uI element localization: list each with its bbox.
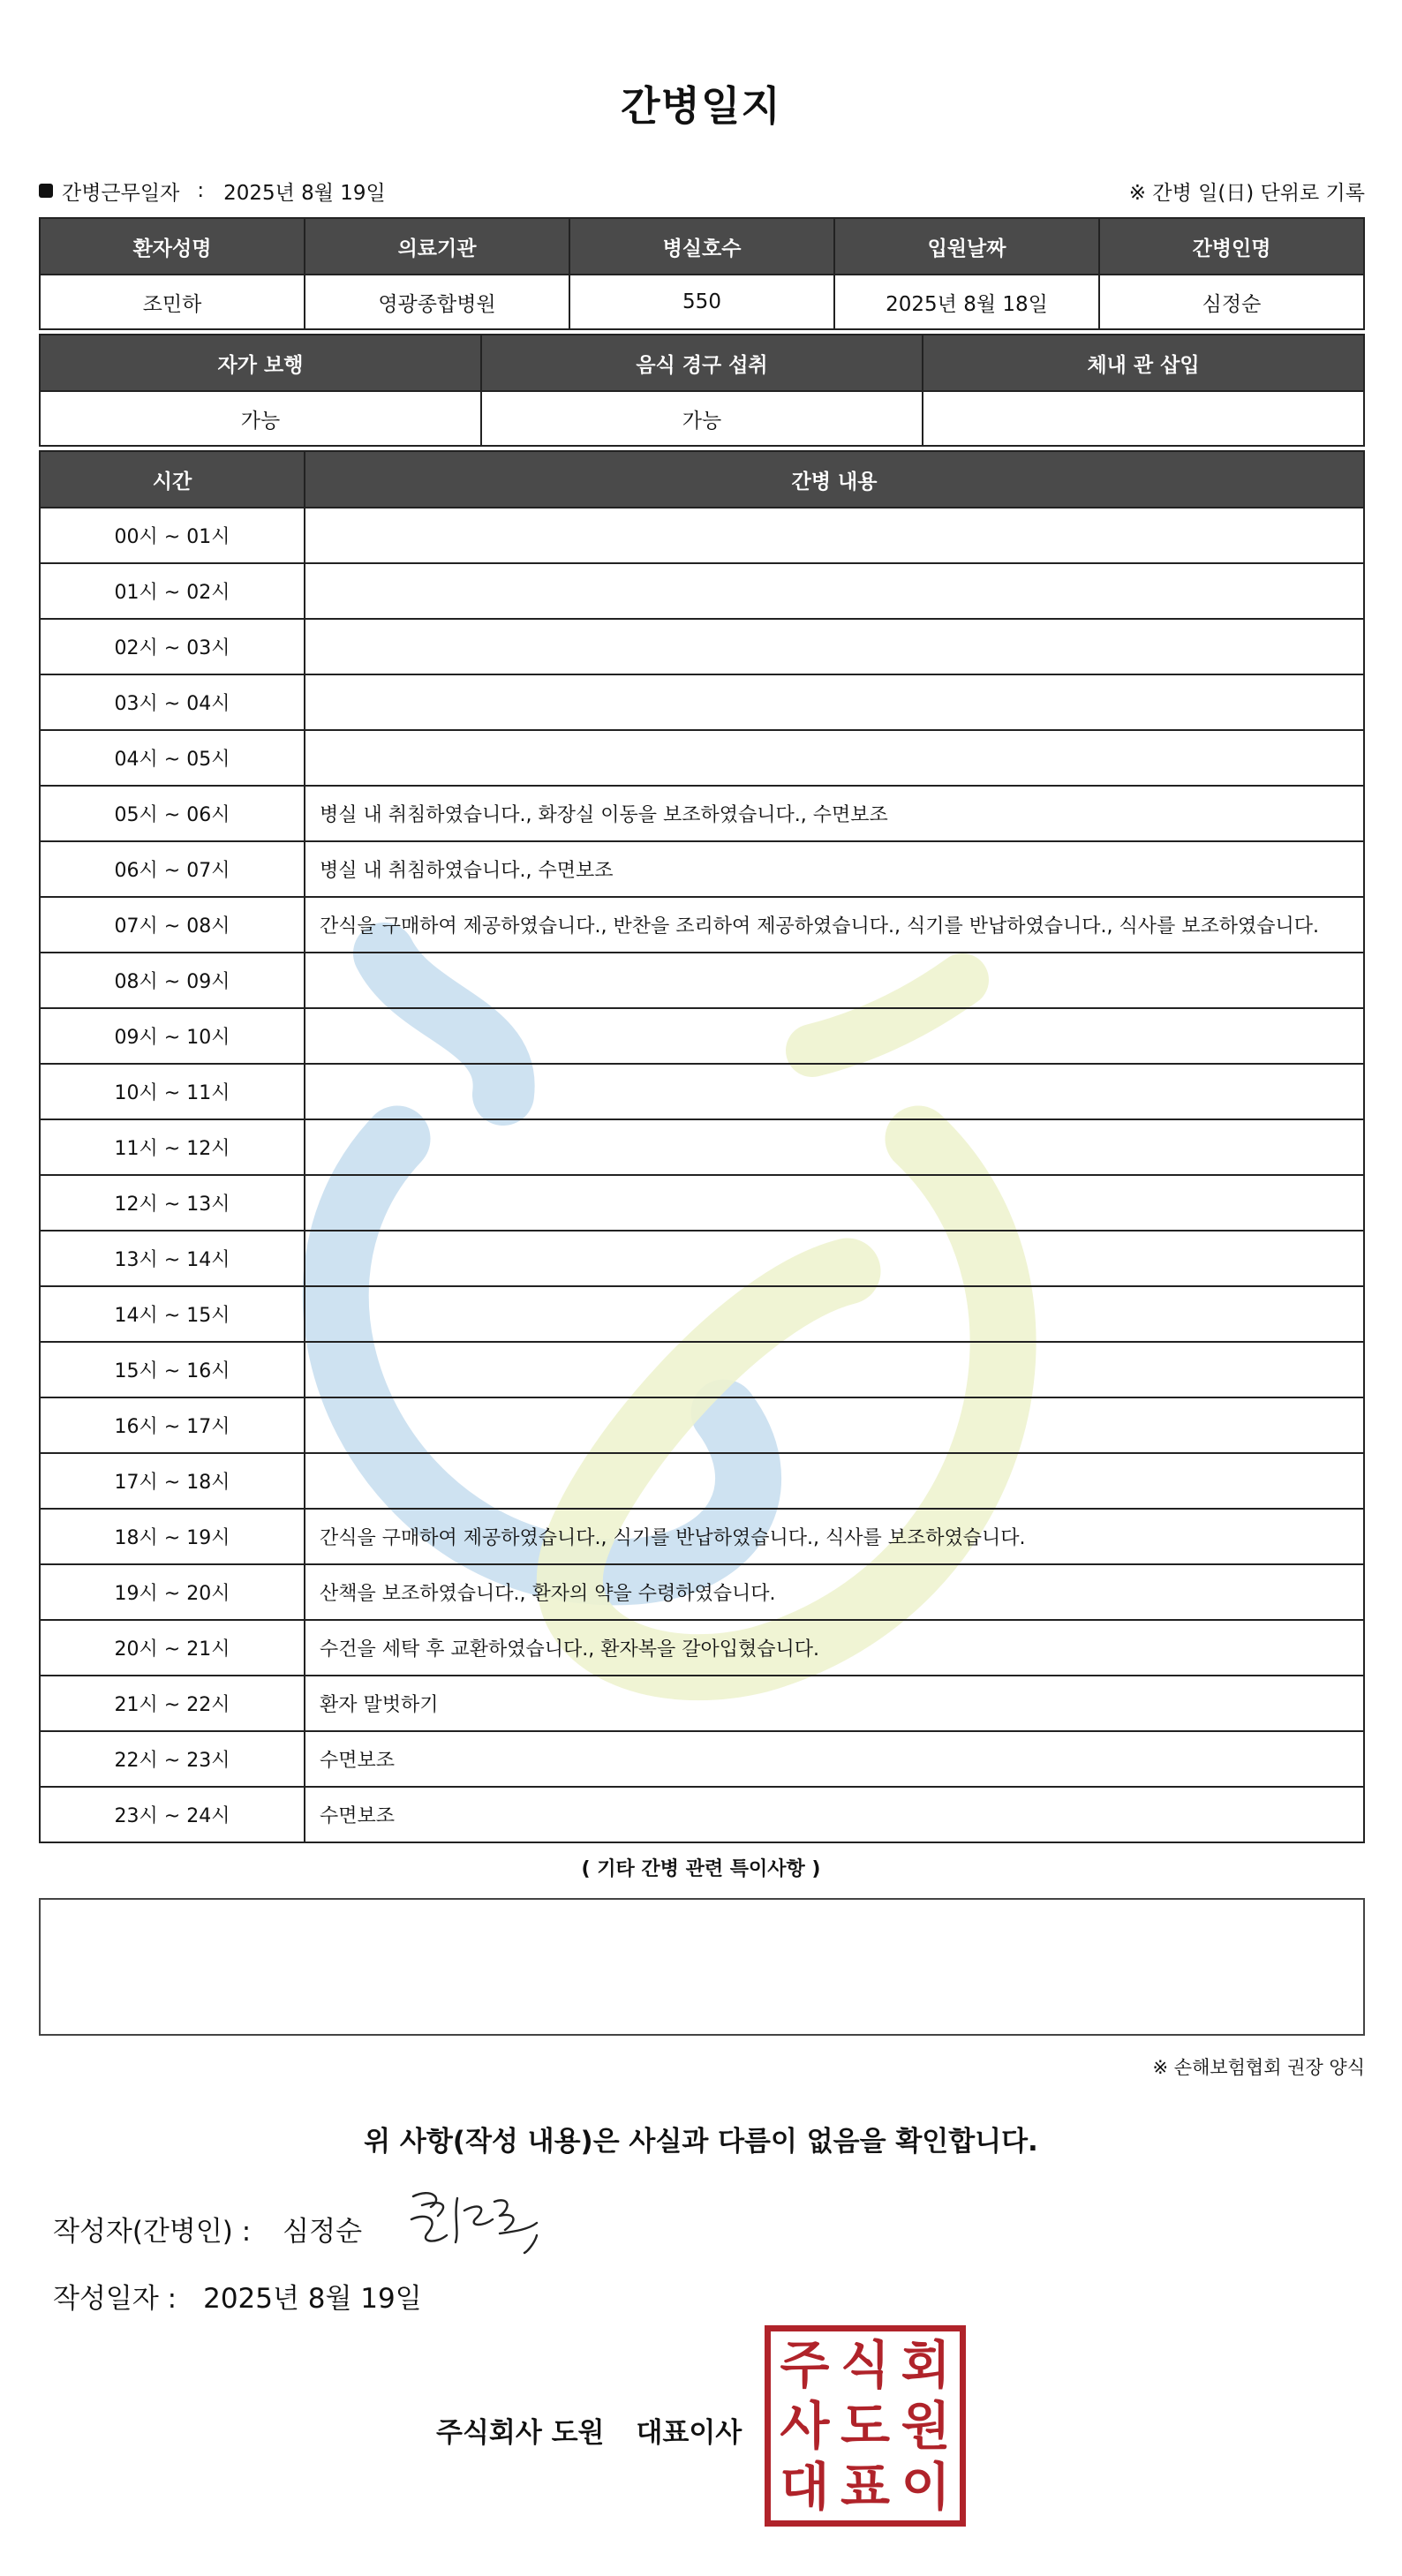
- care-content-cell: [305, 1453, 1364, 1509]
- time-slot-cell: 11시 ~ 12시: [40, 1119, 305, 1175]
- patient-name-value: 조민하: [40, 275, 305, 329]
- care-log-table: [39, 450, 1365, 1843]
- care-content-cell: 병실 내 취침하였습니다., 수면보조: [305, 841, 1364, 897]
- company-seal-stamp: [765, 2325, 966, 2527]
- seal-character: 원: [901, 2395, 951, 2456]
- header-admission-date: 입원날짜: [834, 218, 1099, 275]
- care-content-cell: [305, 1342, 1364, 1397]
- seal-character: 표: [840, 2456, 890, 2517]
- time-slot-cell: 19시 ~ 20시: [40, 1564, 305, 1620]
- table-row: [40, 1509, 1364, 1564]
- care-content-cell: [305, 953, 1364, 1008]
- tube-insertion-value: [923, 391, 1364, 446]
- seal-character: 회: [901, 2335, 951, 2396]
- time-slot-cell: 04시 ~ 05시: [40, 730, 305, 786]
- ceo-title: 대표이사: [636, 2417, 742, 2449]
- care-content-cell: [305, 1286, 1364, 1342]
- table-row: [40, 619, 1364, 674]
- patient-info-table: [39, 217, 1365, 330]
- write-date-row: [53, 2276, 422, 2316]
- time-slot-cell: 13시 ~ 14시: [40, 1231, 305, 1286]
- seal-character: 도: [840, 2395, 890, 2456]
- time-slot-cell: 07시 ~ 08시: [40, 897, 305, 953]
- table-row: [40, 1175, 1364, 1231]
- table-row: [40, 841, 1364, 897]
- caregiver-name-value: 심정순: [1099, 275, 1364, 329]
- work-date-colon: :: [197, 179, 205, 202]
- seal-character: 식: [840, 2335, 890, 2396]
- write-date-value: 2025년 8월 19일: [203, 2283, 422, 2315]
- header-time: 시간: [40, 451, 305, 508]
- care-content-cell: [305, 1175, 1364, 1231]
- table-row: [40, 1731, 1364, 1787]
- form-source-note: ※ 손해보험협회 권장 양식: [1152, 2057, 1365, 2078]
- care-content-cell: [305, 1008, 1364, 1064]
- time-slot-cell: 09시 ~ 10시: [40, 1008, 305, 1064]
- table-row: [40, 1064, 1364, 1119]
- care-content-cell: 수면보조: [305, 1731, 1364, 1787]
- time-slot-cell: 03시 ~ 04시: [40, 674, 305, 730]
- table-row: [40, 563, 1364, 619]
- page-title: 간병일지: [621, 82, 781, 130]
- time-slot-cell: 08시 ~ 09시: [40, 953, 305, 1008]
- care-content-cell: 간식을 구매하여 제공하였습니다., 식기를 반납하였습니다., 식사를 보조하였습니다.: [305, 1509, 1364, 1564]
- table-row: [40, 1453, 1364, 1509]
- care-content-cell: 간식을 구매하여 제공하였습니다., 반찬을 조리하여 제공하였습니다., 식기를 반납하였습니다., 식사를 보조하였습니다.: [305, 897, 1364, 953]
- table-row: [40, 730, 1364, 786]
- work-date-value: 2025년 8월 19일: [223, 181, 386, 205]
- table-row: [40, 1119, 1364, 1175]
- time-slot-cell: 15시 ~ 16시: [40, 1342, 305, 1397]
- time-slot-cell: 21시 ~ 22시: [40, 1676, 305, 1731]
- table-row: [40, 953, 1364, 1008]
- time-slot-cell: 20시 ~ 21시: [40, 1620, 305, 1676]
- care-content-cell: [305, 508, 1364, 563]
- header-care-content: 간병 내용: [305, 451, 1364, 508]
- header-tube-insertion: 체내 관 삽입: [923, 335, 1364, 391]
- table-row: [40, 1342, 1364, 1397]
- writer-name: 심정순: [283, 2216, 363, 2248]
- bullet-icon: [39, 184, 53, 198]
- table-row: [40, 1397, 1364, 1453]
- time-slot-cell: 14시 ~ 15시: [40, 1286, 305, 1342]
- time-slot-cell: 05시 ~ 06시: [40, 786, 305, 841]
- care-content-cell: [305, 1064, 1364, 1119]
- table-row: [40, 1787, 1364, 1842]
- header-hospital: 의료기관: [305, 218, 569, 275]
- daily-record-note: ※ 간병 일(日) 단위로 기록: [1128, 181, 1365, 205]
- time-slot-cell: 00시 ~ 01시: [40, 508, 305, 563]
- remarks-title: ( 기타 간병 관련 특이사항 ): [581, 1858, 821, 1880]
- table-row: [40, 897, 1364, 953]
- seal-character: 대: [780, 2456, 830, 2517]
- table-row: [40, 1564, 1364, 1620]
- time-slot-cell: 17시 ~ 18시: [40, 1453, 305, 1509]
- write-date-label: 작성일자 :: [53, 2283, 177, 2315]
- care-content-cell: 수면보조: [305, 1787, 1364, 1842]
- company-signature-line: [436, 2410, 742, 2450]
- remarks-box: [39, 1898, 1365, 2036]
- seal-character: 이: [901, 2456, 951, 2517]
- time-slot-cell: 22시 ~ 23시: [40, 1731, 305, 1787]
- table-row: [40, 1620, 1364, 1676]
- table-row: [40, 1676, 1364, 1731]
- confirmation-statement: 위 사항(작성 내용)은 사실과 다름이 없음을 확인합니다.: [364, 2126, 1038, 2158]
- writer-label: 작성자(간병인) :: [53, 2216, 252, 2248]
- patient-status-table: [39, 334, 1365, 447]
- care-content-cell: [305, 730, 1364, 786]
- time-slot-cell: 06시 ~ 07시: [40, 841, 305, 897]
- care-content-cell: [305, 563, 1364, 619]
- oral-intake-value: 가능: [481, 391, 923, 446]
- company-name: 주식회사 도원: [436, 2417, 605, 2449]
- header-patient-name: 환자성명: [40, 218, 305, 275]
- care-content-cell: 환자 말벗하기: [305, 1676, 1364, 1731]
- care-content-cell: [305, 674, 1364, 730]
- time-slot-cell: 16시 ~ 17시: [40, 1397, 305, 1453]
- care-content-cell: [305, 1119, 1364, 1175]
- header-room-number: 병실호수: [569, 218, 834, 275]
- care-content-cell: 수건을 세탁 후 교환하였습니다., 환자복을 갈아입혔습니다.: [305, 1620, 1364, 1676]
- table-row: [40, 1286, 1364, 1342]
- header-caregiver-name: 간병인명: [1099, 218, 1364, 275]
- self-walking-value: 가능: [40, 391, 481, 446]
- writer-row: [53, 2209, 362, 2248]
- time-slot-cell: 01시 ~ 02시: [40, 563, 305, 619]
- table-row: [40, 508, 1364, 563]
- header-self-walking: 자가 보행: [40, 335, 481, 391]
- table-row: [40, 674, 1364, 730]
- table-row: [40, 1008, 1364, 1064]
- seal-character: 사: [780, 2395, 830, 2456]
- time-slot-cell: 12시 ~ 13시: [40, 1175, 305, 1231]
- time-slot-cell: 02시 ~ 03시: [40, 619, 305, 674]
- time-slot-cell: 23시 ~ 24시: [40, 1787, 305, 1842]
- work-date-label: 간병근무일자: [62, 181, 180, 205]
- table-row: [40, 1231, 1364, 1286]
- care-content-cell: 산책을 보조하였습니다., 환자의 약을 수령하였습니다.: [305, 1564, 1364, 1620]
- care-content-cell: [305, 1397, 1364, 1453]
- seal-character: 주: [780, 2335, 830, 2396]
- care-content-cell: [305, 1231, 1364, 1286]
- header-oral-intake: 음식 경구 섭취: [481, 335, 923, 391]
- handwritten-signature: [396, 2181, 554, 2262]
- care-content-cell: 병실 내 취침하였습니다., 화장실 이동을 보조하였습니다., 수면보조: [305, 786, 1364, 841]
- work-date-row: [39, 173, 1365, 208]
- care-content-cell: [305, 619, 1364, 674]
- care-log-rows: [40, 508, 1364, 1842]
- time-slot-cell: 18시 ~ 19시: [40, 1509, 305, 1564]
- table-row: [40, 786, 1364, 841]
- room-number-value: 550: [569, 275, 834, 329]
- time-slot-cell: 10시 ~ 11시: [40, 1064, 305, 1119]
- hospital-value: 영광종합병원: [305, 275, 569, 329]
- admission-date-value: 2025년 8월 18일: [834, 275, 1099, 329]
